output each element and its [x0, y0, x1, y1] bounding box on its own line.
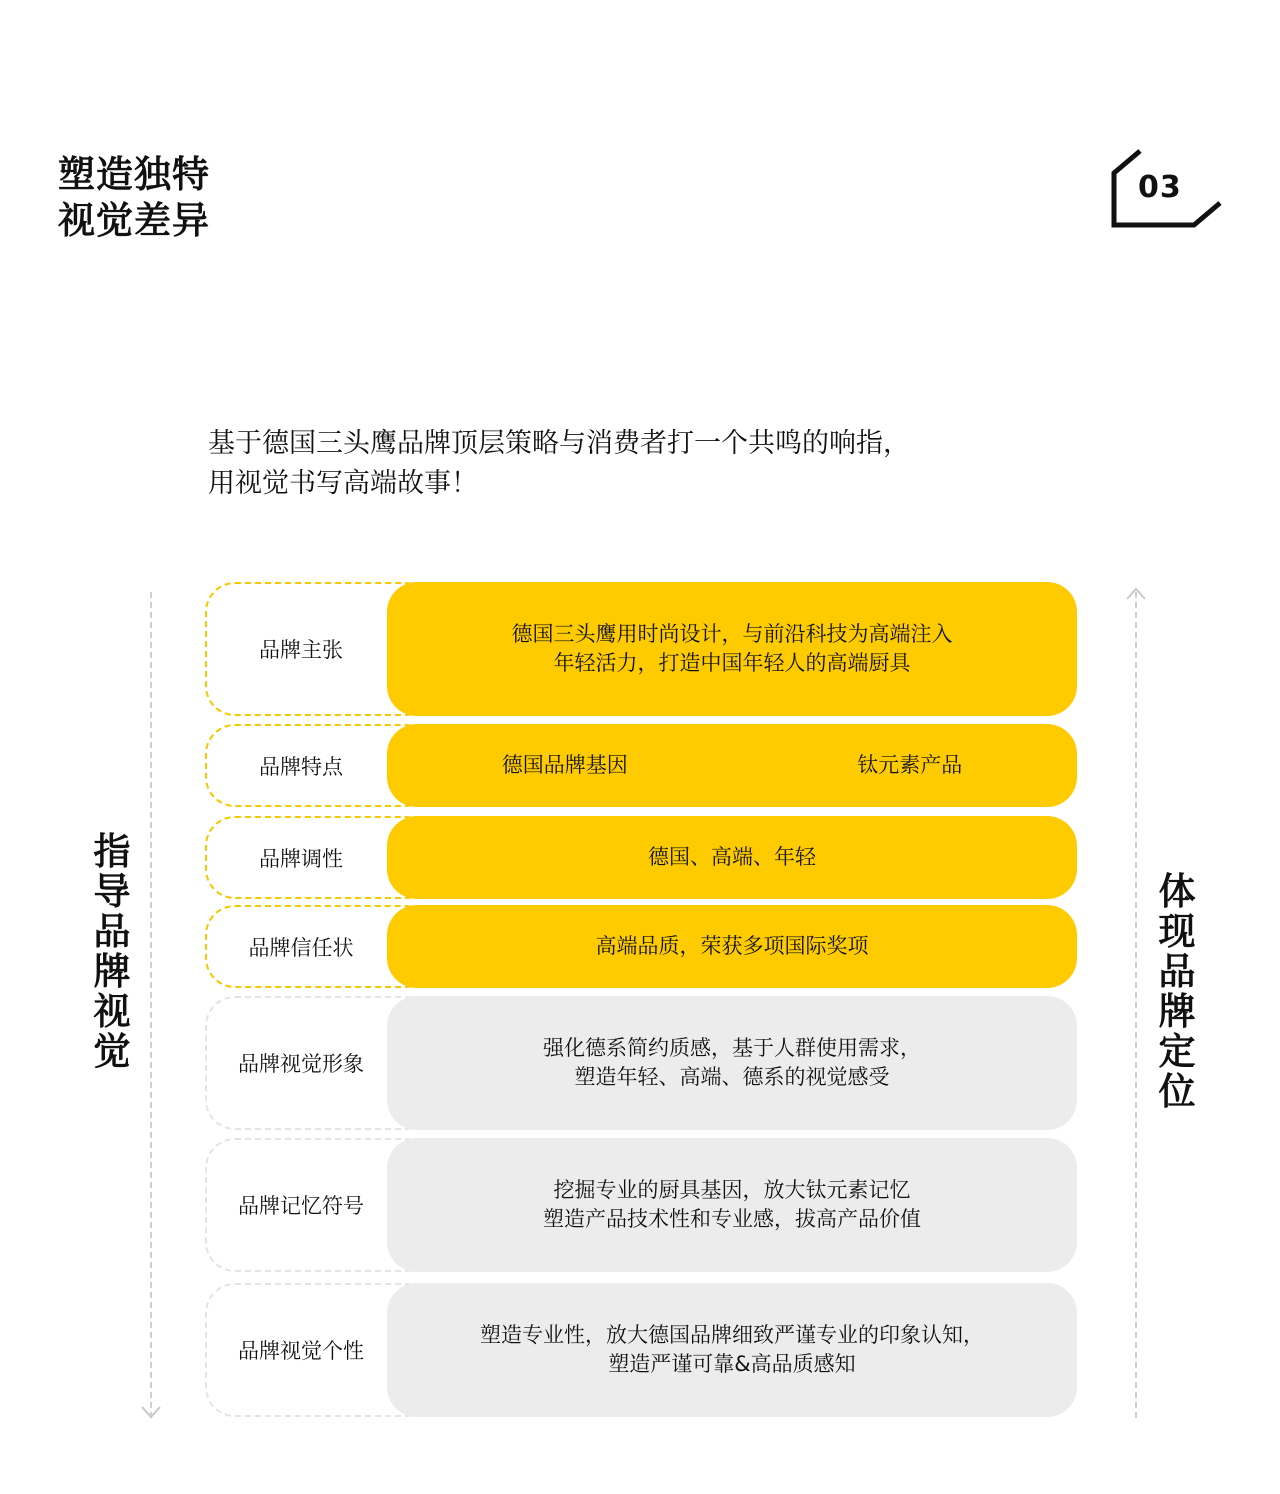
section-number: 03 — [1138, 170, 1182, 205]
row-content — [387, 1283, 1077, 1417]
right-axis-char: 现 — [1158, 910, 1196, 953]
left-axis-char: 视 — [93, 990, 131, 1033]
row-content — [387, 905, 1077, 988]
section-badge — [1110, 148, 1225, 230]
content-line: 塑造年轻、高端、德系的视觉感受 — [574, 1065, 890, 1089]
content-line: 高端品质，荣获多项国际奖项 — [595, 934, 869, 958]
arrow-up-icon — [1125, 586, 1147, 602]
left-axis-char: 牌 — [93, 950, 131, 993]
content-line: 挖掘专业的厨具基因，放大钛元素记忆 — [553, 1178, 911, 1202]
feature-item: 德国品牌基因 — [501, 753, 628, 777]
content-line: 德国三头鹰用时尚设计，与前沿科技为高端注入 — [511, 622, 953, 646]
row-brand-proposition — [205, 582, 1077, 716]
intro-text — [208, 424, 910, 504]
left-axis-char: 品 — [93, 910, 131, 953]
right-axis-char: 位 — [1158, 1070, 1196, 1113]
left-axis-dashed-line — [150, 592, 152, 1418]
right-axis-char: 品 — [1158, 950, 1196, 993]
row-label: 品牌信任状 — [248, 935, 354, 960]
row-content — [387, 724, 1077, 807]
page-title — [58, 152, 210, 244]
right-axis-label — [1155, 872, 1199, 1112]
row-brand-credentials — [205, 905, 1077, 988]
row-label: 品牌记忆符号 — [238, 1194, 364, 1218]
row-content — [387, 996, 1077, 1130]
row-brand-features — [205, 724, 1077, 807]
row-content — [387, 1138, 1077, 1272]
row-content — [387, 816, 1077, 899]
row-label: 品牌调性 — [259, 846, 343, 871]
content-line: 强化德系简约质感，基于人群使用需求， — [543, 1036, 921, 1060]
row-content — [387, 582, 1077, 716]
row-label: 品牌视觉形象 — [238, 1052, 364, 1076]
arrow-down-icon — [140, 1404, 162, 1420]
row-label: 品牌视觉个性 — [238, 1339, 364, 1363]
left-axis-label — [90, 832, 134, 1072]
row-memory-symbol — [205, 1138, 1077, 1272]
row-label: 品牌特点 — [259, 754, 343, 779]
feature-item: 钛元素产品 — [857, 753, 963, 777]
page-title-line-2: 视觉差异 — [58, 199, 210, 242]
right-axis-dashed-line — [1135, 592, 1137, 1418]
right-axis-char: 定 — [1158, 1030, 1196, 1073]
right-axis-char: 牌 — [1158, 990, 1196, 1033]
left-axis-char: 指 — [93, 830, 131, 873]
intro-line-2: 用视觉书写高端故事！ — [208, 468, 478, 499]
row-visual-personality — [205, 1283, 1077, 1417]
page-title-line-1: 塑造独特 — [58, 153, 210, 196]
row-label: 品牌主张 — [259, 638, 343, 662]
content-line: 德国、高端、年轻 — [648, 845, 816, 869]
content-line: 塑造专业性，放大德国品牌细致严谨专业的印象认知， — [480, 1323, 984, 1347]
row-visual-image — [205, 996, 1077, 1130]
row-brand-tone — [205, 816, 1077, 899]
content-line: 年轻活力，打造中国年轻人的高端厨具 — [553, 651, 911, 675]
right-axis-char: 体 — [1158, 870, 1196, 913]
content-line: 塑造严谨可靠&高品质感知 — [608, 1352, 856, 1376]
left-axis-char: 导 — [93, 870, 131, 913]
left-axis-char: 觉 — [93, 1030, 131, 1073]
content-line: 塑造产品技术性和专业感，拔高产品价值 — [543, 1207, 921, 1231]
intro-line-1: 基于德国三头鹰品牌顶层策略与消费者打一个共鸣的响指， — [208, 428, 910, 459]
